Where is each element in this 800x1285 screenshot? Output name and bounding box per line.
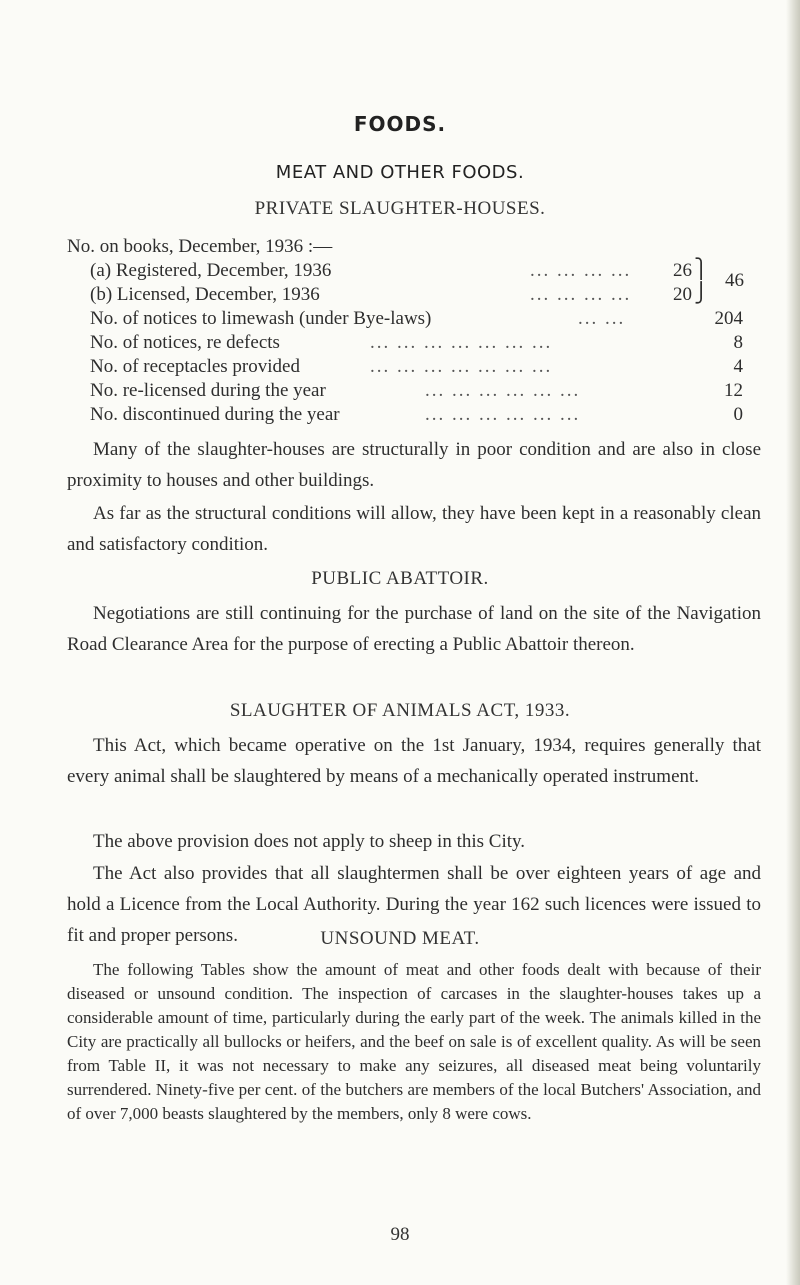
paragraph-condition: Many of the slaughter-houses are structurally in poor condition and are also in close proximity to houses and other buildings.: [67, 439, 761, 491]
stats-row-value: 4: [733, 356, 743, 377]
paragraph-cleanliness: As far as the structural conditions will allow, they have been kept in a reasonably clean and satisfactory condition.: [67, 503, 761, 555]
leader-dots: ... ...: [578, 308, 626, 329]
stats-intro: No. on books, December, 1936 :—: [67, 236, 333, 257]
section-title-foods: FOODS.: [353, 112, 447, 136]
paragraph-sheep: The above provision does not apply to sheep in this City.: [93, 831, 526, 852]
leader-dots: ... ... ... ... ... ...: [425, 380, 581, 401]
heading-slaughter-act: SLAUGHTER OF ANIMALS ACT, 1933.: [229, 700, 571, 721]
section-title-meat: MEAT AND OTHER FOODS.: [275, 162, 525, 183]
stats-row-value: 26: [673, 260, 692, 281]
paragraph-unsound-meat: The following Tables show the amount of meat and other foods dealt with because of their diseased or unsound condition. The inspection of carcases in the slaughter-houses takes up a considerable amount of time, particularly during the early part of the week. The animals killed in the City are practically all bullocks or heifers, and the beef on sale is of excellent quality. As will be seen from Table II, it was not necessary to make any seizures, all diseased meat being voluntarily surrendered. Ninety-five per cent. of the butchers are members of the local Butchers' Association, and of over 7,000 beasts slaughtered by the members, only 8 were cows.: [67, 960, 761, 1123]
stats-row-label: No. of notices to limewash (under Bye-laws): [90, 308, 432, 329]
stats-row-value: 0: [733, 404, 743, 425]
stats-row-label: (a) Registered, December, 1936: [90, 260, 332, 281]
stats-row-label: No. of notices, re defects: [90, 332, 280, 353]
leader-dots: ... ... ... ... ... ...: [425, 404, 581, 425]
leader-dots: ... ... ... ...: [530, 260, 632, 281]
stats-row-value: 12: [724, 380, 743, 401]
brace-bottom: ⎭: [694, 283, 709, 304]
heading-public-abattoir: PUBLIC ABATTOIR.: [311, 568, 489, 589]
leader-dots: ... ... ... ...: [530, 284, 632, 305]
stats-row-value: 8: [733, 332, 743, 353]
page-number: 98: [390, 1224, 410, 1245]
paragraph-licences: The Act also provides that all slaughtermen shall be over eighteen years of age and hold a Licence from the Local Authority. During the year 162 such licences were issued to fit and proper persons.: [67, 863, 761, 946]
stats-row-value: 20: [673, 284, 692, 305]
stats-total: 46: [725, 270, 744, 291]
stats-row-label: No. of receptacles provided: [90, 356, 300, 377]
paragraph-abattoir: Negotiations are still continuing for the purchase of land on the site of the Navigation Road Clearance Area for the purpose of erecting a Public Abattoir thereon.: [67, 603, 761, 655]
brace-top: ⎫: [694, 259, 709, 280]
stats-row-label: No. discontinued during the year: [90, 404, 340, 425]
leader-dots: ... ... ... ... ... ... ...: [370, 356, 553, 377]
stats-row-value: 204: [714, 308, 743, 329]
stats-row-label: (b) Licensed, December, 1936: [90, 284, 320, 305]
heading-slaughter-houses: PRIVATE SLAUGHTER-HOUSES.: [254, 198, 546, 219]
leader-dots: ... ... ... ... ... ... ...: [370, 332, 553, 353]
stats-row-label: No. re-licensed during the year: [90, 380, 326, 401]
heading-unsound-meat: UNSOUND MEAT.: [320, 928, 480, 949]
paragraph-act-operative: This Act, which became operative on the 1st January, 1934, requires generally that every animal shall be slaughtered by means of a mechanically operated instrument.: [67, 735, 761, 787]
page-edge-shadow: [786, 0, 800, 1285]
